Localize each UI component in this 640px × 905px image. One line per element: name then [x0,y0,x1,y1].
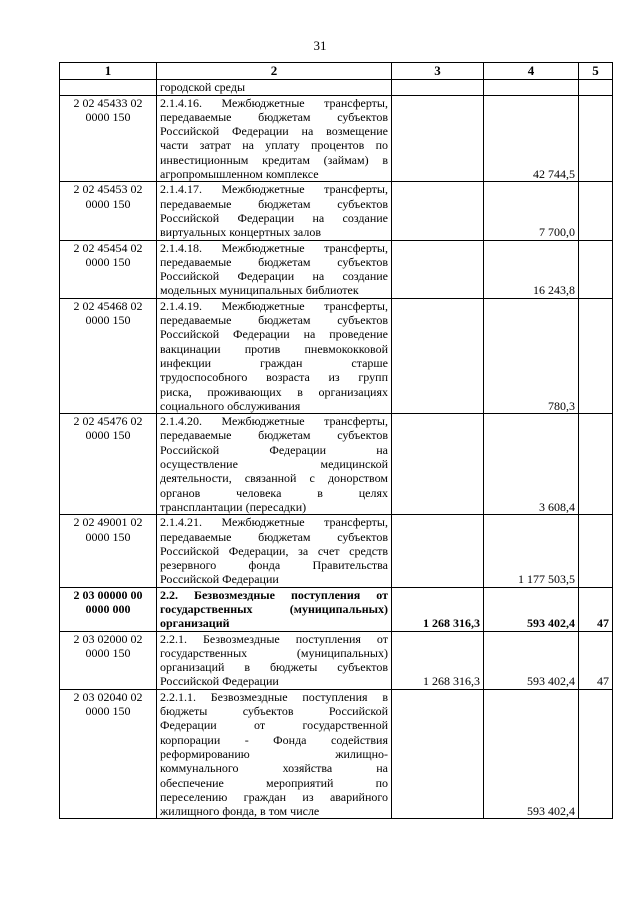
description-line: жилищного фонда, в том числе [160,804,320,819]
description-line: модельных муниципальных библиотек [160,283,359,298]
amount-cell-c5 [579,80,613,95]
description-line: 2.1.4.17. Межбюджетные трансферты, [160,182,388,197]
description-line: государственных (муниципальных) [160,601,388,616]
column-header-5: 5 [579,63,613,80]
description-line: городской среды [160,80,246,95]
description-line: бюджеты субъектов Российской [160,704,388,719]
description-line: передаваемые бюджетам субъектов [160,428,388,443]
description-line: Федерации от государственной [160,718,388,733]
budget-code-cell: 2 03 02000 02 0000 150 [60,631,157,689]
budget-code-cell: 2 03 02040 02 0000 150 [60,689,157,819]
table-row [60,182,613,240]
amount-cell-c3 [392,298,484,413]
description-line: 2.1.4.19. Межбюджетные трансферты, [160,298,388,313]
budget-code-cell: 2 02 45468 02 0000 150 [60,298,157,413]
amount-cell-c4: 780,3 [484,298,579,413]
description-line: передаваемые бюджетам субъектов [160,313,388,328]
amount-cell-c5: 47 [579,631,613,689]
amount-cell-c3 [392,689,484,819]
amount-cell-c5 [579,689,613,819]
description-line: корпорации - Фонда содействия [160,732,388,747]
amount-cell-c4: 42 744,5 [484,95,579,182]
table-row [60,240,613,298]
budget-code-cell: 2 03 00000 00 0000 000 [60,587,157,631]
description-line: 2.2.1. Безвозмездные поступления от [160,631,388,646]
description-cell [157,95,392,182]
amount-cell-c5 [579,182,613,240]
amount-cell-c4: 16 243,8 [484,240,579,298]
description-line: трудоспособного возраста из групп [160,370,388,385]
description-line: осуществление медицинской [160,457,388,472]
description-line: Российской Федерации на создание [160,269,388,284]
budget-table [59,62,613,819]
amount-cell-c5 [579,95,613,182]
description-line: организаций [160,616,230,631]
description-cell [157,298,392,413]
description-line: 2.2.1.1. Безвозмездные поступления в [160,689,388,704]
description-line: социального обслуживания [160,398,301,413]
table-row [60,587,613,631]
description-line: 2.2. Безвозмездные поступления от [160,587,388,602]
budget-code-cell [60,80,157,95]
amount-cell-c4: 593 402,4 [484,587,579,631]
budget-code-cell: 2 02 45476 02 0000 150 [60,414,157,515]
description-cell [157,631,392,689]
description-line: передаваемые бюджетам субъектов [160,254,388,269]
description-line: инфекции граждан старше [160,355,388,370]
amount-cell-c3: 1 268 316,3 [392,587,484,631]
amount-cell-c5 [579,414,613,515]
description-cell [157,689,392,819]
budget-code-cell: 2 02 45453 02 0000 150 [60,182,157,240]
description-line: виртуальных концертных залов [160,225,322,240]
description-line: резервного фонда Правительства [160,558,388,573]
amount-cell-c3 [392,80,484,95]
description-line: Российской Федерации на возмещение [160,124,388,139]
description-line: инвестиционным кредитам (займам) в [160,152,388,167]
amount-cell-c3 [392,515,484,587]
description-line: органов человека в целях [160,485,388,500]
description-cell [157,587,392,631]
table-row [60,298,613,413]
description-cell [157,414,392,515]
amount-cell-c3 [392,182,484,240]
description-line: Российской Федерации на создание [160,210,388,225]
description-cell [157,182,392,240]
amount-cell-c5 [579,515,613,587]
description-line: Российской Федерации, за счет средств [160,543,388,558]
description-line: 2.1.4.18. Межбюджетные трансферты, [160,240,388,255]
description-line: агропромышленном комплексе [160,167,319,182]
amount-cell-c5 [579,240,613,298]
page-number: 31 [313,38,327,53]
table-row [60,414,613,515]
description-line: передаваемые бюджетам субъектов [160,109,388,124]
description-line: Российской Федерации на [160,442,388,457]
amount-cell-c4: 1 177 503,5 [484,515,579,587]
table-row [60,95,613,182]
table-row [60,631,613,689]
description-line: переселению граждан из аварийного [160,789,388,804]
table-body [60,80,613,819]
description-line: деятельности, связанной с донорством [160,471,388,486]
description-line: 2.1.4.20. Межбюджетные трансферты, [160,414,388,429]
description-line: Российской Федерации на проведение [160,327,388,342]
column-header-4: 4 [484,63,579,80]
table-row [60,515,613,587]
description-cell [157,515,392,587]
amount-cell-c4: 3 608,4 [484,414,579,515]
table-row [60,80,613,95]
description-line: Российской Федерации [160,674,279,689]
description-line: риска, проживающих в организациях [160,384,388,399]
description-line: государственных (муниципальных) [160,645,388,660]
description-line: 2.1.4.21. Межбюджетные трансферты, [160,515,388,530]
description-line: организаций в бюджеты субъектов [160,660,388,675]
column-header-2: 2 [157,63,392,80]
description-line: трансплантации (пересадки) [160,499,307,514]
amount-cell-c3 [392,414,484,515]
description-line: передаваемые бюджетам субъектов [160,196,388,211]
amount-cell-c5: 47 [579,587,613,631]
amount-cell-c5 [579,298,613,413]
amount-cell-c3 [392,95,484,182]
table-header-row [60,63,613,80]
amount-cell-c4: 593 402,4 [484,689,579,819]
amount-cell-c3 [392,240,484,298]
description-line: вакцинации против пневмококковой [160,341,388,356]
budget-code-cell: 2 02 49001 02 0000 150 [60,515,157,587]
column-header-3: 3 [392,63,484,80]
description-line: коммунального хозяйства на [160,761,388,776]
description-cell [157,80,392,95]
amount-cell-c3: 1 268 316,3 [392,631,484,689]
description-line: 2.1.4.16. Межбюджетные трансферты, [160,95,388,110]
description-line: Российской Федерации [160,572,279,587]
description-line: части затрат на уплату процентов по [160,138,388,153]
table-row [60,689,613,819]
description-cell [157,240,392,298]
amount-cell-c4: 593 402,4 [484,631,579,689]
column-header-1: 1 [60,63,157,80]
description-line: обеспечение мероприятий по [160,775,388,790]
description-line: реформированию жилищно- [160,746,388,761]
budget-code-cell: 2 02 45454 02 0000 150 [60,240,157,298]
description-line: передаваемые бюджетам субъектов [160,529,388,544]
amount-cell-c4: 7 700,0 [484,182,579,240]
amount-cell-c4 [484,80,579,95]
budget-code-cell: 2 02 45433 02 0000 150 [60,95,157,182]
